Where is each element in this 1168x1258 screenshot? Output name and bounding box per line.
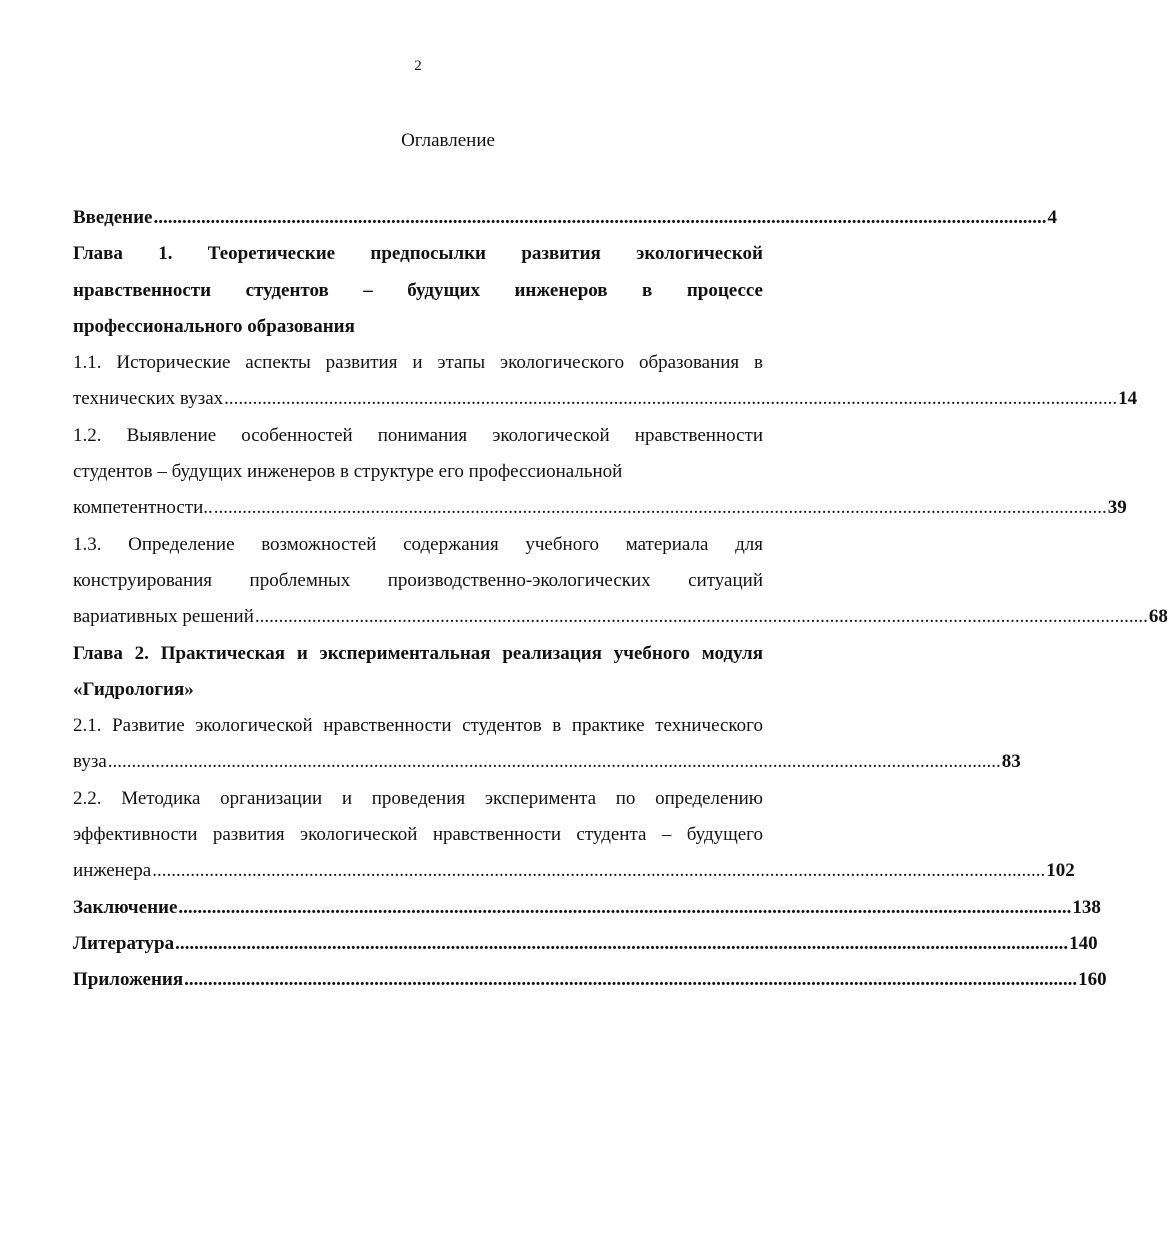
toc-entry-label: Приложения xyxy=(73,969,184,991)
toc-entry-introduction xyxy=(73,200,1057,236)
toc-section-2-1-last xyxy=(73,744,1021,780)
toc-entry-label: Введение xyxy=(73,207,153,228)
toc-chapter-1-line-3: профессионального образования xyxy=(73,315,355,337)
toc-section-1-3-line-2: конструирования проблемных производственно-экологических ситуаций xyxy=(73,569,763,591)
toc-page-number: 102 xyxy=(1046,860,1075,882)
toc-entry-label: вуза xyxy=(73,751,107,773)
toc-section-1-2-last xyxy=(73,490,1127,526)
dot-leader: ............................................................................................................................................................................................ xyxy=(178,896,1072,918)
toc-section-2-1-line-1: 2.1. Развитие экологической нравственности студентов в практике технического xyxy=(73,715,763,737)
toc-section-1-1-line-1: 1.1. Исторические аспекты развития и этапы экологического образования в xyxy=(73,352,763,374)
toc-title: Оглавление xyxy=(401,130,495,151)
toc-page-number: 138 xyxy=(1072,896,1101,918)
toc-section-2-2-line-2: эффективности развития экологической нравственности студента – будущего xyxy=(73,824,763,846)
dot-leader: ............................................................................................................................................................................................ xyxy=(107,751,1001,773)
toc-section-2-2-line-1: 2.2. Методика организации и проведения эксперимента по определению xyxy=(73,787,763,809)
toc-page-number: 14 xyxy=(1118,388,1138,410)
toc-entry-label: Заключение xyxy=(73,896,178,918)
toc-section-1-2-line-1: 1.2. Выявление особенностей понимания экологической нравственности xyxy=(73,424,763,446)
dot-leader: ............................................................................................................................................................................................ xyxy=(254,606,1148,628)
toc-page-number: 39 xyxy=(1107,497,1127,519)
toc-section-1-2-line-2: студентов – будущих инженеров в структуре его профессиональной xyxy=(73,461,623,483)
dot-leader: ............................................................................................................................................................................................ xyxy=(184,969,1078,991)
toc-entry-label: технических вузах xyxy=(73,388,224,410)
toc-section-1-1-last xyxy=(73,381,1138,417)
toc-section-1-3-line-1: 1.3. Определение возможностей содержания учебного материала для xyxy=(73,533,763,555)
toc-section-1-3-last xyxy=(73,599,1168,635)
toc-entry-appendix xyxy=(73,962,1107,998)
dot-leader: ............................................................................................................................................................................................ xyxy=(213,497,1107,519)
toc-chapter-1-line-2: нравственности студентов – будущих инженеров в процессе xyxy=(73,279,763,301)
toc-entry-label: инженера xyxy=(73,860,152,882)
toc-chapter-1-line-1: Глава 1. Теоретические предпосылки развития экологической xyxy=(73,243,763,265)
dot-leader: ............................................................................................................................................................................................ xyxy=(175,932,1069,954)
toc-section-2-2-last xyxy=(73,853,1075,889)
toc-page-number: 4 xyxy=(1047,207,1057,228)
dot-leader: ............................................................................................................................................................................................ xyxy=(153,207,1047,228)
toc-page-number: 160 xyxy=(1078,969,1107,991)
table-of-contents xyxy=(73,200,1168,999)
toc-chapter-2-line-1: Глава 2. Практическая и экспериментальная реализация учебного модуля xyxy=(73,642,763,664)
page-number: 2 xyxy=(414,58,422,74)
toc-entry-label: вариативных решений xyxy=(73,606,254,628)
toc-entry-conclusion xyxy=(73,890,1101,926)
toc-page-number: 83 xyxy=(1001,751,1021,773)
dot-leader: ............................................................................................................................................................................................ xyxy=(224,388,1118,410)
toc-chapter-2-line-2: «Гидрология» xyxy=(73,678,194,700)
toc-entry-label: компетентности.. xyxy=(73,497,213,519)
toc-entry-label: Литература xyxy=(73,932,175,954)
toc-entry-literature xyxy=(73,926,1098,962)
toc-page-number: 140 xyxy=(1069,932,1098,954)
dot-leader: ............................................................................................................................................................................................ xyxy=(152,860,1046,882)
toc-page-number: 68 xyxy=(1148,606,1168,628)
